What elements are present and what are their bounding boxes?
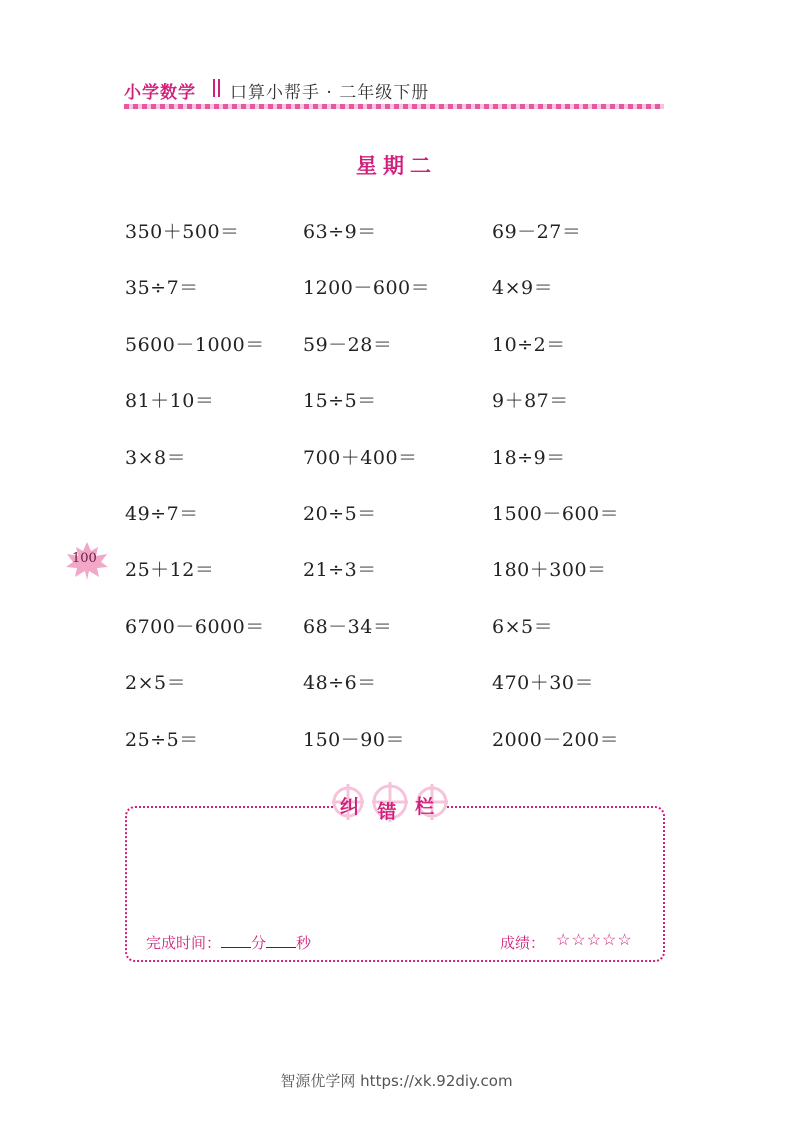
score-stars[interactable]: ☆☆☆☆☆ (556, 930, 633, 949)
correction-box-title (326, 792, 454, 823)
minute-label: 分 (251, 934, 267, 952)
arithmetic-problem: 1500－600＝ (492, 503, 620, 525)
arithmetic-problem: 6700－6000＝ (125, 616, 265, 638)
arithmetic-problem: 20÷5＝ (303, 503, 377, 525)
brand-title: 小学数学 (124, 83, 196, 103)
arithmetic-problem: 59－28＝ (303, 334, 393, 356)
completion-time (146, 932, 311, 953)
header-stripe (124, 104, 664, 109)
page-title: 星期二 (356, 154, 437, 178)
correction-title-char: 错 (377, 801, 403, 823)
correction-title-char: 栏 (415, 796, 441, 818)
score-label: 成绩： (500, 934, 546, 952)
arithmetic-problem: 49÷7＝ (125, 503, 199, 525)
arithmetic-problem: 3×8＝ (125, 447, 187, 469)
minutes-blank[interactable] (221, 933, 251, 948)
page-number-badge (64, 540, 110, 580)
arithmetic-problem: 350＋500＝ (125, 221, 240, 243)
arithmetic-problem: 10÷2＝ (492, 334, 566, 356)
arithmetic-problem: 470＋30＝ (492, 672, 594, 694)
second-label: 秒 (296, 934, 312, 952)
correction-title-char: 纠 (339, 796, 365, 818)
arithmetic-problem: 2000－200＝ (492, 729, 620, 751)
book-subtitle: 口算小帮手 · 二年级下册 (230, 83, 430, 103)
arithmetic-problem: 180＋300＝ (492, 559, 607, 581)
page-header (124, 76, 664, 112)
arithmetic-problem: 35÷7＝ (125, 277, 199, 299)
arithmetic-problem: 25÷5＝ (125, 729, 199, 751)
arithmetic-problem: 150－90＝ (303, 729, 405, 751)
arithmetic-problem: 5600－1000＝ (125, 334, 265, 356)
arithmetic-problem: 81＋10＝ (125, 390, 215, 412)
arithmetic-problem: 69－27＝ (492, 221, 582, 243)
arithmetic-problem: 4×9＝ (492, 277, 554, 299)
seconds-blank[interactable] (266, 933, 296, 948)
arithmetic-problem: 700＋400＝ (303, 447, 418, 469)
arithmetic-problem: 63÷9＝ (303, 221, 377, 243)
footer-watermark: 智源优学网 https://xk.92diy.com (280, 1072, 513, 1090)
page-number: 100 (72, 551, 97, 566)
arithmetic-problem: 9＋87＝ (492, 390, 569, 412)
arithmetic-problem: 6×5＝ (492, 616, 554, 638)
arithmetic-problem: 21÷3＝ (303, 559, 377, 581)
arithmetic-problem: 25＋12＝ (125, 559, 215, 581)
arithmetic-problem: 2×5＝ (125, 672, 187, 694)
completion-time-label: 完成时间： (146, 934, 222, 952)
header-separator (213, 79, 221, 97)
arithmetic-problem: 48÷6＝ (303, 672, 377, 694)
arithmetic-problem: 18÷9＝ (492, 447, 566, 469)
arithmetic-problem: 1200－600＝ (303, 277, 431, 299)
arithmetic-problem: 15÷5＝ (303, 390, 377, 412)
arithmetic-problem: 68－34＝ (303, 616, 393, 638)
